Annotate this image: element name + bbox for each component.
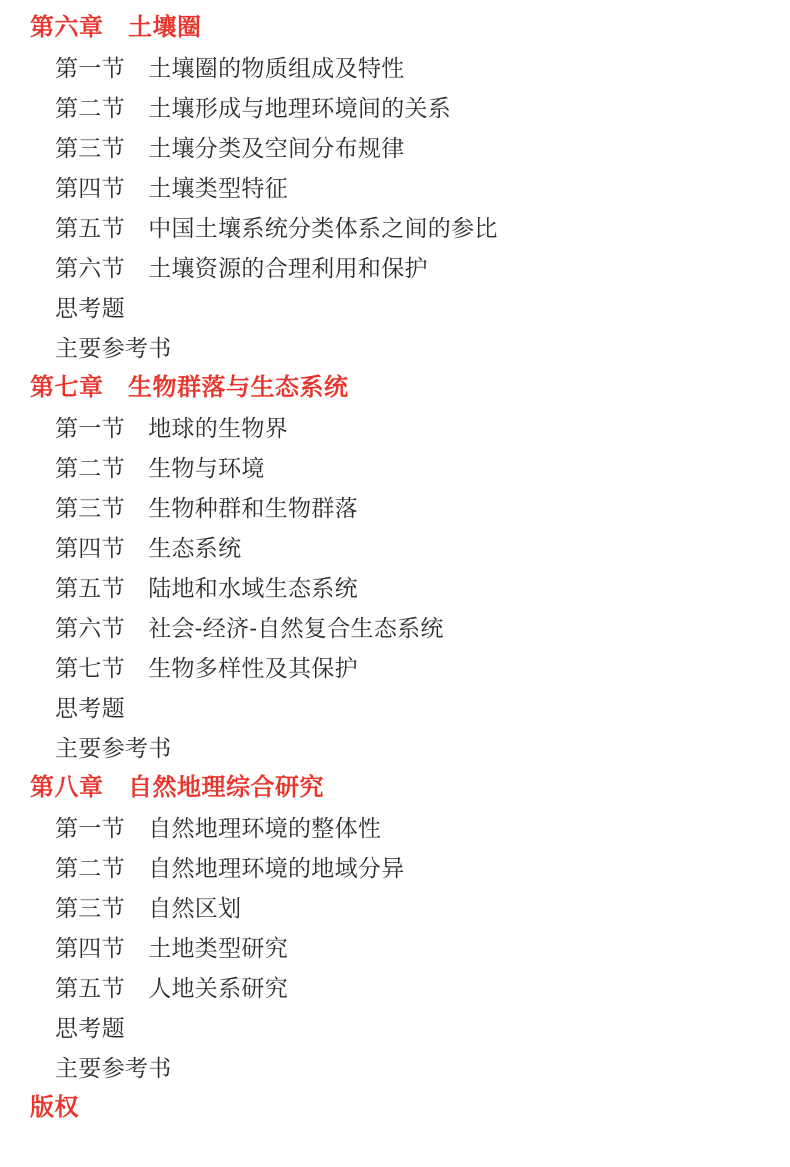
toc-chapter-entry[interactable]: 第八章 自然地理综合研究 bbox=[30, 774, 324, 801]
toc-section-entry[interactable]: 第一节 自然地理环境的整体性 bbox=[55, 815, 382, 841]
toc-section-entry[interactable]: 第七节 生物多样性及其保护 bbox=[55, 655, 358, 681]
toc-extra-entry[interactable]: 思考题 bbox=[55, 295, 125, 321]
toc-section-entry[interactable]: 第二节 自然地理环境的地域分异 bbox=[55, 855, 405, 881]
toc-section-entry[interactable]: 第三节 生物种群和生物群落 bbox=[55, 495, 358, 521]
toc-section-entry[interactable]: 第四节 土壤类型特征 bbox=[55, 175, 288, 201]
toc-section-entry[interactable]: 第三节 自然区划 bbox=[55, 895, 242, 921]
toc-section-entry[interactable]: 第五节 陆地和水域生态系统 bbox=[55, 575, 358, 601]
toc-section-entry[interactable]: 第四节 生态系统 bbox=[55, 535, 242, 561]
toc-section-entry[interactable]: 第三节 土壤分类及空间分布规律 bbox=[55, 135, 405, 161]
toc-section-entry[interactable]: 第五节 人地关系研究 bbox=[55, 975, 288, 1001]
toc-section-entry[interactable]: 第一节 土壤圈的物质组成及特性 bbox=[55, 55, 405, 81]
toc-copyright-entry[interactable]: 版权 bbox=[30, 1094, 79, 1121]
toc-extra-entry[interactable]: 主要参考书 bbox=[55, 335, 172, 361]
toc-section-entry[interactable]: 第四节 土地类型研究 bbox=[55, 935, 288, 961]
toc-extra-entry[interactable]: 主要参考书 bbox=[55, 1055, 172, 1081]
toc-extra-entry[interactable]: 主要参考书 bbox=[55, 735, 172, 761]
toc-section-entry[interactable]: 第六节 土壤资源的合理利用和保护 bbox=[55, 255, 428, 281]
toc-extra-entry[interactable]: 思考题 bbox=[55, 1015, 125, 1041]
toc-section-entry[interactable]: 第五节 中国土壤系统分类体系之间的参比 bbox=[55, 215, 498, 241]
toc-section-entry[interactable]: 第二节 生物与环境 bbox=[55, 455, 265, 481]
toc-section-entry[interactable]: 第二节 土壤形成与地理环境间的关系 bbox=[55, 95, 452, 121]
toc-extra-entry[interactable]: 思考题 bbox=[55, 695, 125, 721]
toc-chapter-entry[interactable]: 第七章 生物群落与生态系统 bbox=[30, 374, 349, 401]
toc-section-entry[interactable]: 第六节 社会-经济-自然复合生态系统 bbox=[55, 615, 444, 641]
toc-section-entry[interactable]: 第一节 地球的生物界 bbox=[55, 415, 288, 441]
toc-chapter-entry[interactable]: 第六章 土壤圈 bbox=[30, 14, 202, 41]
